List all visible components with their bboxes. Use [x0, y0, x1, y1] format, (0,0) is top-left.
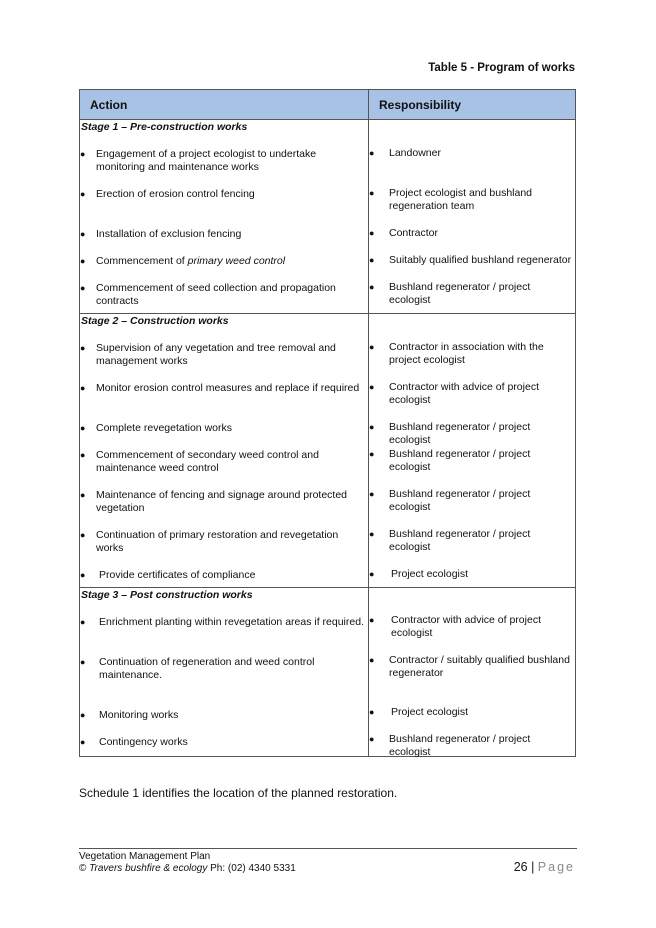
footer-company: © Travers bushfire & ecology Ph: (02) 4340 5331	[79, 863, 296, 874]
stage-2-row	[80, 314, 576, 588]
responsibility-item: ● Bushland regenerator / project ecologist	[369, 488, 531, 513]
bullet-icon: ●	[369, 422, 375, 432]
action-item: ● Monitor erosion control measures and replace if required	[80, 382, 360, 394]
footer-divider	[79, 848, 577, 849]
header-responsibility: Responsibility	[369, 90, 576, 120]
action-item: ● Continuation of primary restoration and revegetation works	[80, 529, 339, 554]
action-item: ● Monitoring works	[80, 709, 179, 721]
bullet-icon: ●	[80, 149, 86, 159]
bullet-icon: ●	[80, 570, 86, 580]
responsibility-item: ● Bushland regenerator / project ecologist	[369, 733, 531, 758]
responsibility-item: ● Project ecologist and bushland regeneration team	[369, 187, 533, 212]
action-item: ● Contingency works	[80, 736, 188, 748]
action-item: ● Supervision of any vegetation and tree removal and management works	[80, 342, 336, 367]
table-caption: Table 5 - Program of works	[428, 62, 575, 74]
bullet-icon: ●	[369, 148, 375, 158]
bullet-icon: ●	[369, 569, 375, 579]
action-item: ● Erection of erosion control fencing	[80, 188, 255, 200]
responsibility-item: ● Contractor	[369, 227, 439, 239]
bullet-icon: ●	[369, 342, 375, 352]
bullet-icon: ●	[369, 489, 375, 499]
bullet-icon: ●	[80, 657, 86, 667]
bullet-icon: ●	[80, 617, 86, 627]
responsibility-item: ● Suitably qualified bushland regenerator	[369, 254, 572, 266]
action-item: ● Provide certificates of compliance	[80, 569, 256, 581]
bullet-icon: ●	[369, 734, 375, 744]
bullet-icon: ●	[80, 343, 86, 353]
bullet-icon: ●	[80, 256, 86, 266]
bullet-icon: ●	[369, 615, 375, 625]
bullet-icon: ●	[80, 710, 86, 720]
bullet-icon: ●	[80, 490, 86, 500]
action-item: ● Complete revegetation works	[80, 422, 232, 434]
responsibility-item: ● Bushland regenerator / project ecologist	[369, 448, 531, 473]
bullet-icon: ●	[80, 737, 86, 747]
bullet-icon: ●	[369, 188, 375, 198]
bullet-icon: ●	[369, 228, 375, 238]
action-item: ● Installation of exclusion fencing	[80, 228, 242, 240]
page-number: 26 | Page	[513, 860, 575, 874]
responsibility-item: ● Contractor with advice of project ecologist	[369, 381, 539, 406]
action-item: ● Engagement of a project ecologist to undertake monitoring and maintenance works	[80, 148, 317, 173]
bullet-icon: ●	[369, 529, 375, 539]
bullet-icon: ●	[369, 382, 375, 392]
footer-document-title: Vegetation Management Plan	[79, 851, 211, 862]
bullet-icon: ●	[80, 283, 86, 293]
stage-title: Stage 2 – Construction works	[81, 315, 229, 327]
responsibility-item: ● Project ecologist	[369, 568, 469, 580]
responsibility-item: ● Bushland regenerator / project ecologist	[369, 421, 531, 446]
responsibility-item: ● Project ecologist	[369, 706, 469, 718]
responsibility-item: ● Contractor with advice of project ecologist	[369, 614, 541, 639]
action-item: ● Commencement of seed collection and propagation contracts	[80, 282, 336, 307]
bullet-icon: ●	[80, 383, 86, 393]
schedule-note: Schedule 1 identifies the location of the planned restoration.	[79, 786, 398, 800]
bullet-icon: ●	[369, 449, 375, 459]
responsibility-item: ● Bushland regenerator / project ecologist	[369, 528, 531, 553]
responsibility-item: ● Landowner	[369, 147, 441, 159]
bullet-icon: ●	[80, 189, 86, 199]
bullet-icon: ●	[80, 450, 86, 460]
action-item: ● Continuation of regeneration and weed control maintenance.	[80, 656, 315, 681]
bullet-icon: ●	[369, 655, 375, 665]
action-item: ● Enrichment planting within revegetation areas if required.	[80, 616, 364, 628]
bullet-icon: ●	[80, 423, 86, 433]
bullet-icon: ●	[80, 229, 86, 239]
responsibility-item: ● Contractor / suitably qualified bushland regenerator	[369, 654, 570, 679]
action-item: ● Commencement of primary weed control	[80, 255, 286, 267]
program-of-works-table	[79, 89, 576, 757]
bullet-icon: ●	[369, 707, 375, 717]
header-action: Action	[80, 90, 369, 120]
action-item: ● Commencement of secondary weed control and maintenance weed control	[80, 449, 319, 474]
bullet-icon: ●	[369, 255, 375, 265]
stage-3-row	[80, 588, 576, 757]
stage-title: Stage 1 – Pre-construction works	[81, 121, 248, 133]
action-item: ● Maintenance of fencing and signage around protected vegetation	[80, 489, 348, 514]
stage-title: Stage 3 – Post construction works	[81, 589, 253, 601]
stage-1-row	[80, 120, 576, 314]
bullet-icon: ●	[80, 530, 86, 540]
bullet-icon: ●	[369, 282, 375, 292]
responsibility-item: ● Contractor in association with the project ecologist	[369, 341, 544, 366]
responsibility-item: ● Bushland regenerator / project ecologist	[369, 281, 531, 306]
